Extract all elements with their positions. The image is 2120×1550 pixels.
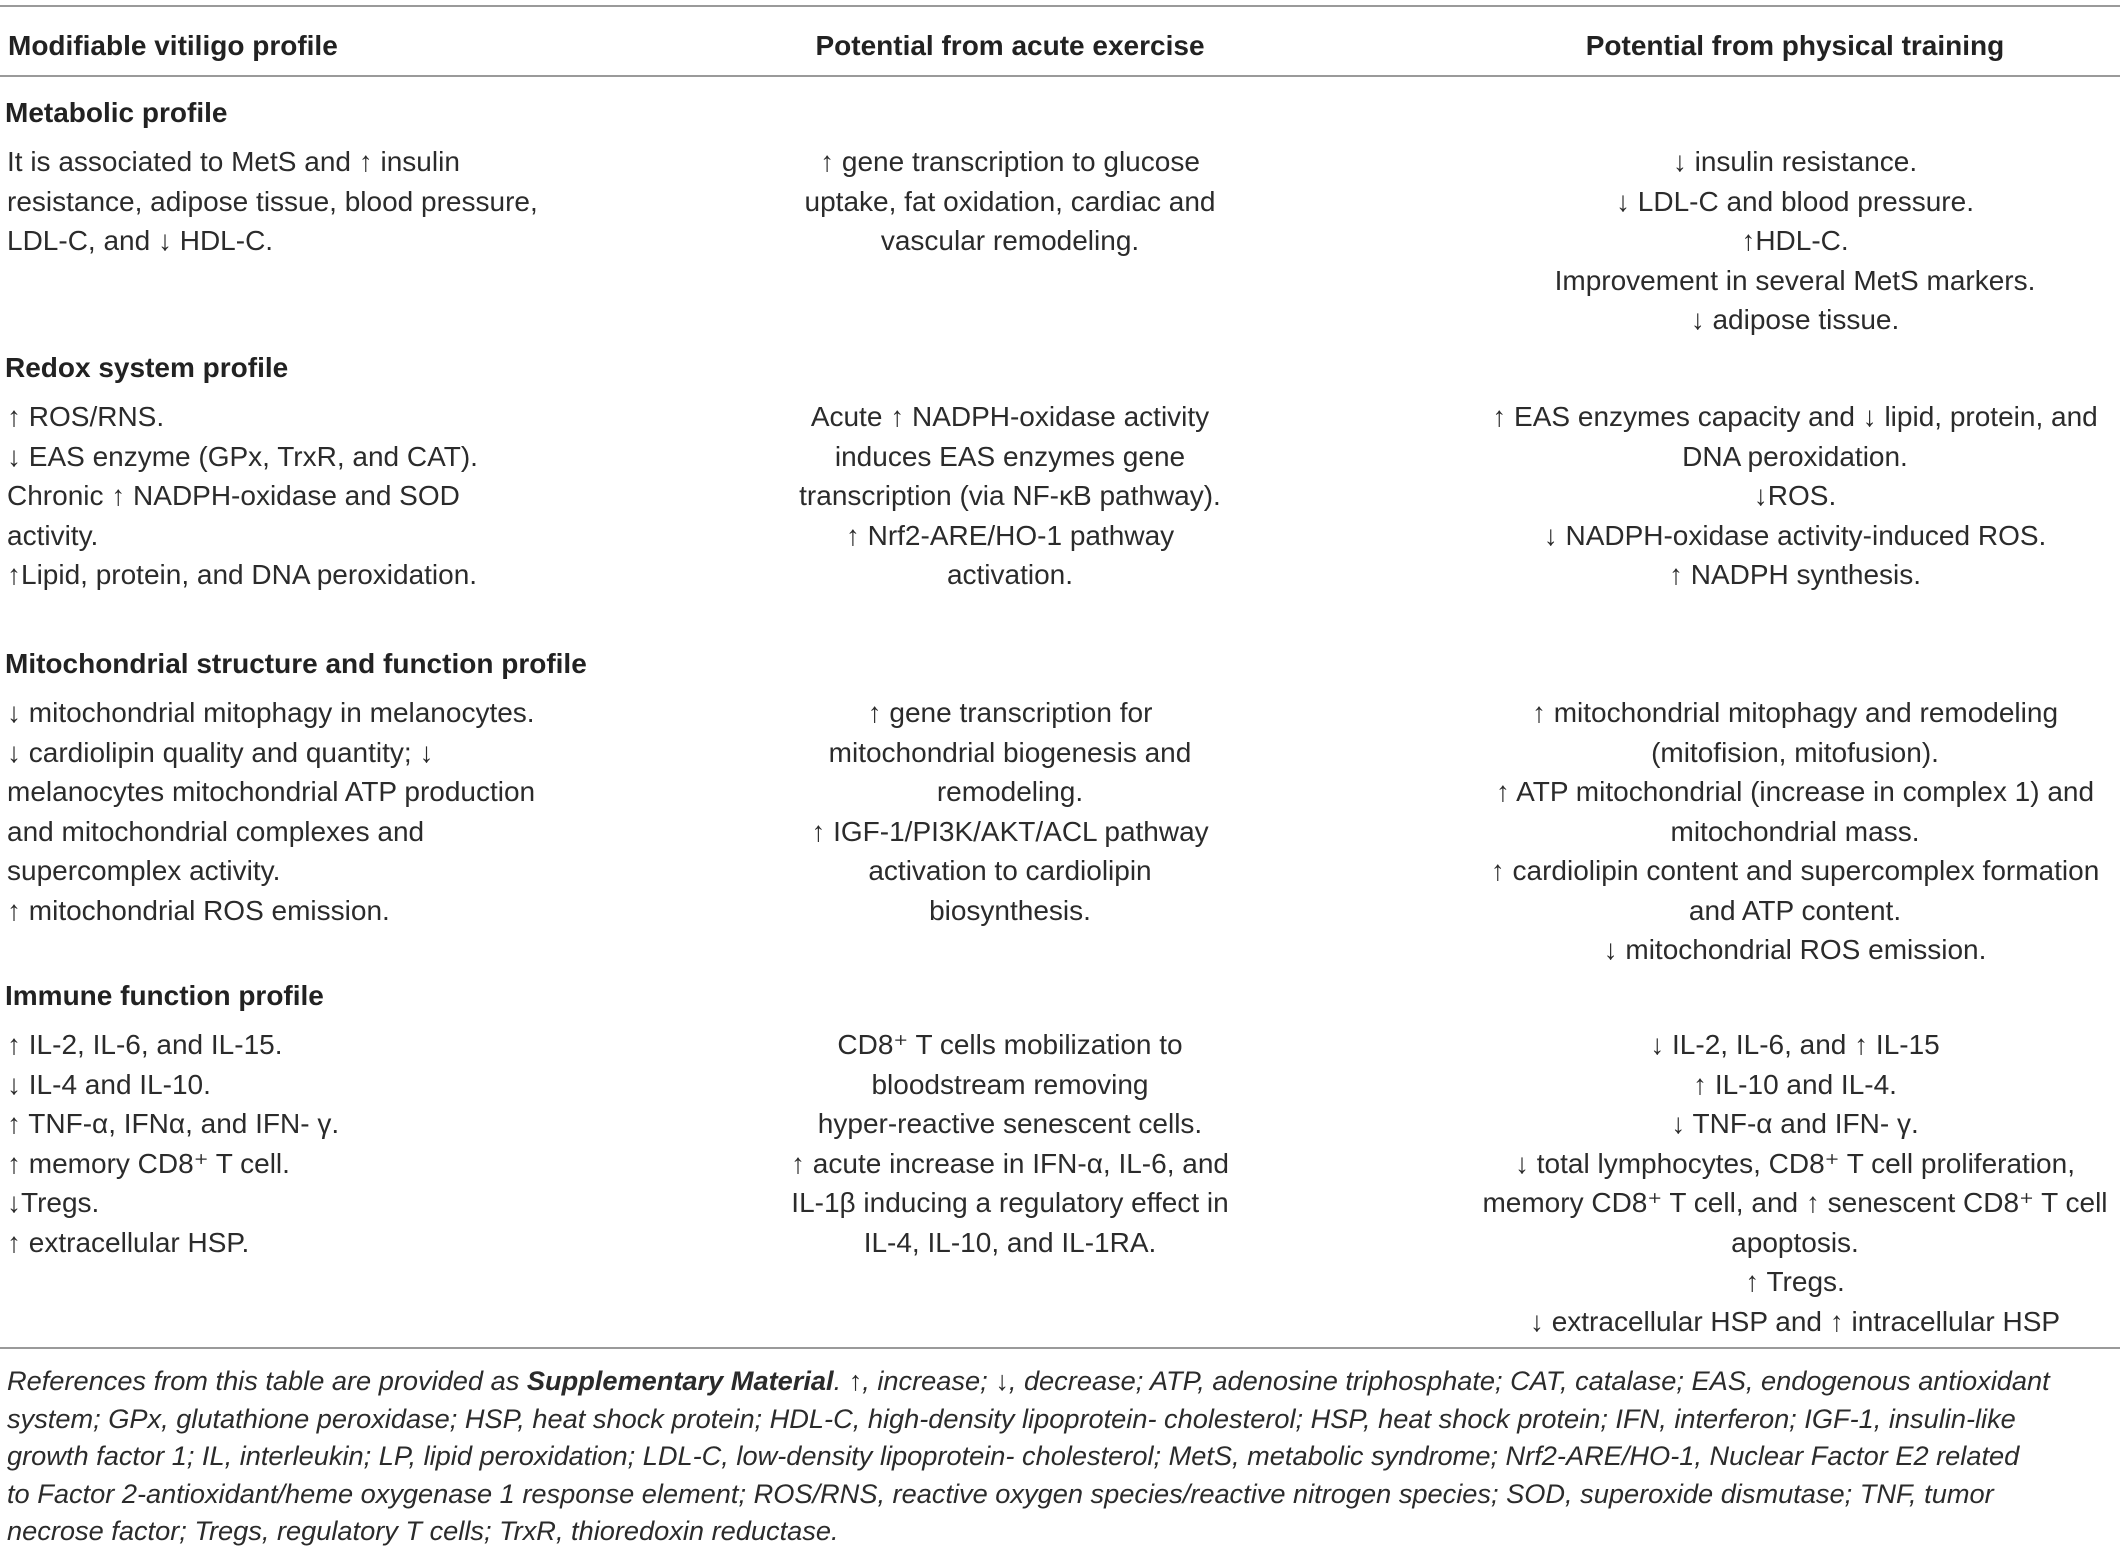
acute-exercise-cell (770, 397, 1250, 595)
cell-line: ↑ TNF-α, IFNα, and IFN- γ. (7, 1108, 340, 1139)
cell-line: vascular remodeling. (880, 225, 1140, 256)
cell-line: ↓ EAS enzyme (GPx, TrxR, and CAT). (7, 440, 478, 472)
cell-line: induces EAS enzymes gene (834, 440, 1186, 472)
cell-line: ↓ mitochondrial ROS emission. (1603, 934, 1987, 965)
vitiligo-profile-cell (7, 1025, 567, 1262)
cell-line: ↓Tregs. (7, 1187, 100, 1218)
footnote-line: growth factor 1; IL, interleukin; LP, lipid peroxidation; LDL-C, low-density lipoprotein- cholesterol; MetS, metabolic syndrome; Nrf2-ARE/HO-1, Nuclear Factor E2 related (7, 1440, 2020, 1471)
cell-line: ↓ROS. (1753, 480, 1837, 511)
cell-line: ↑HDL-C. (1741, 225, 1849, 256)
cell-line: Acute ↑ NADPH-oxidase activity (810, 401, 1210, 432)
footnote-line (7, 1362, 2117, 1400)
cell-line: LDL-C, and ↓ HDL-C. (7, 225, 274, 256)
supplementary-material-link[interactable]: Supplementary Material (526, 1365, 834, 1396)
cell-line: supercomplex activity. (7, 855, 281, 886)
cell-line: ↑ ROS/RNS. (7, 401, 165, 432)
cell-line: ↓ IL-4 and IL-10. (7, 1068, 211, 1100)
header-physical-training: Potential from physical training (1585, 30, 2005, 61)
cell-line: bloodstream removing (871, 1068, 1149, 1100)
cell-line: ↑ gene transcription for (867, 697, 1153, 728)
cell-line: ↑ memory CD8⁺ T cell. (7, 1147, 290, 1179)
section-title: Metabolic profile (5, 97, 228, 128)
cell-line: ↓ extracellular HSP and ↑ intracellular HSP (1529, 1305, 2061, 1337)
cell-line: ↓ NADPH-oxidase activity-induced ROS. (1543, 519, 2047, 551)
cell-line: ↑ cardiolipin content and supercomplex formation (1490, 855, 2100, 886)
cell-line: ↑ ATP mitochondrial (increase in complex 1) and (1495, 776, 2095, 807)
section-title: Mitochondrial structure and function profile (5, 648, 587, 679)
cell-line: ↑ IL-2, IL-6, and IL-15. (7, 1029, 283, 1060)
cell-line: remodeling. (936, 776, 1084, 807)
cell-line: activity. (7, 519, 99, 551)
cell-line: ↓ total lymphocytes, CD8⁺ T cell proliferation, (1515, 1147, 2075, 1179)
section-title: Redox system profile (5, 352, 289, 383)
cell-line: ↑ Nrf2-ARE/HO-1 pathway (845, 519, 1175, 551)
cell-line: resistance, adipose tissue, blood pressure, (7, 185, 538, 217)
footnote-line: to Factor 2-antioxidant/heme oxygenase 1 response element; ROS/RNS, reactive oxygen species/reactive nitrogen species; SOD, superoxide dismutase; TNF, tumor (7, 1477, 1994, 1509)
cell-line: ↓ mitochondrial mitophagy in melanocytes. (7, 697, 535, 728)
physical-training-cell (1460, 142, 2120, 340)
cell-line: activation to cardiolipin (868, 855, 1152, 886)
cell-line: ↓ adipose tissue. (1690, 304, 1900, 335)
table-header-row (0, 5, 2120, 77)
physical-training-cell (1460, 397, 2120, 595)
physical-training-cell (1460, 1025, 2120, 1341)
cell-line: mitochondrial biogenesis and (828, 736, 1192, 768)
footnote-text: . ↑, increase; ↓, decrease; ATP, adenosine triphosphate; CAT, catalase; EAS, endogenous antioxidant (833, 1365, 2050, 1396)
cell-line: IL-1β inducing a regulatory effect in (791, 1187, 1229, 1218)
cell-line: activation. (946, 559, 1074, 590)
acute-exercise-cell (770, 693, 1250, 930)
cell-line: DNA peroxidation. (1682, 440, 1908, 472)
cell-line: ↓ LDL-C and blood pressure. (1616, 185, 1974, 217)
cell-line: ↑ gene transcription to glucose (820, 146, 1200, 177)
cell-line: ↓ TNF-α and IFN- γ. (1671, 1108, 1919, 1139)
cell-line: and ATP content. (1688, 894, 1902, 926)
cell-line: ↑ mitochondrial ROS emission. (7, 894, 390, 926)
cell-line: ↑ extracellular HSP. (7, 1226, 250, 1258)
cell-line: ↑ mitochondrial mitophagy and remodeling (1531, 697, 2059, 728)
physical-training-cell (1460, 693, 2120, 970)
cell-line: (mitofision, mitofusion). (1651, 736, 1939, 768)
cell-line: uptake, fat oxidation, cardiac and (804, 185, 1216, 217)
table-footnote (7, 1362, 2117, 1550)
footnote-lead: References from this table are provided as (7, 1365, 527, 1396)
vitiligo-profile-cell (7, 397, 567, 595)
footnote-line: system; GPx, glutathione peroxidase; HSP, heat shock protein; HDL-C, high-density lipoprotein- cholesterol; HSP, heat shock protein; IFN, interferon; IGF-1, insulin-like (7, 1402, 2016, 1434)
cell-line: CD8⁺ T cells mobilization to (837, 1029, 1183, 1060)
cell-line: biosynthesis. (929, 894, 1091, 926)
cell-line: ↑ IGF-1/PI3K/AKT/ACL pathway (811, 815, 1209, 847)
cell-line: apoptosis. (1731, 1226, 1859, 1258)
header-modifiable-profile: Modifiable vitiligo profile (8, 30, 338, 61)
cell-line: memory CD8⁺ T cell, and ↑ senescent CD8⁺ T cell (1482, 1187, 2108, 1218)
cell-line: Chronic ↑ NADPH-oxidase and SOD (7, 480, 460, 511)
vitiligo-profile-cell (7, 142, 567, 261)
vitiligo-profile-cell (7, 693, 567, 930)
cell-line: ↑ NADPH synthesis. (1668, 559, 1922, 590)
cell-line: mitochondrial mass. (1670, 815, 1920, 847)
cell-line: ↑ EAS enzymes capacity and ↓ lipid, protein, and (1492, 401, 2098, 432)
cell-line: ↑Lipid, protein, and DNA peroxidation. (7, 559, 478, 590)
cell-line: and mitochondrial complexes and (7, 815, 425, 847)
cell-line: ↓ cardiolipin quality and quantity; ↓ (7, 736, 434, 768)
acute-exercise-cell (770, 1025, 1250, 1262)
bottom-rule (0, 1347, 2120, 1349)
header-acute-exercise: Potential from acute exercise (815, 30, 1205, 61)
cell-line: IL-4, IL-10, and IL-1RA. (863, 1226, 1157, 1258)
cell-line: It is associated to MetS and ↑ insulin (7, 146, 460, 177)
cell-line: ↑ acute increase in IFN-α, IL-6, and (791, 1147, 1229, 1179)
footnote-line: necrose factor; Tregs, regulatory T cells; TrxR, thioredoxin reductase. (7, 1515, 839, 1546)
cell-line: ↓ IL-2, IL-6, and ↑ IL-15 (1650, 1029, 1940, 1060)
acute-exercise-cell (770, 142, 1250, 261)
section-title: Immune function profile (5, 980, 324, 1011)
cell-line: ↓ insulin resistance. (1672, 146, 1918, 177)
cell-line: ↑ IL-10 and IL-4. (1693, 1068, 1897, 1100)
cell-line: ↑ Tregs. (1745, 1266, 1845, 1297)
cell-line: hyper-reactive senescent cells. (817, 1108, 1203, 1139)
cell-line: Improvement in several MetS markers. (1554, 264, 2036, 296)
cell-line: transcription (via NF-κB pathway). (799, 480, 1221, 511)
cell-line: melanocytes mitochondrial ATP production (7, 776, 536, 807)
